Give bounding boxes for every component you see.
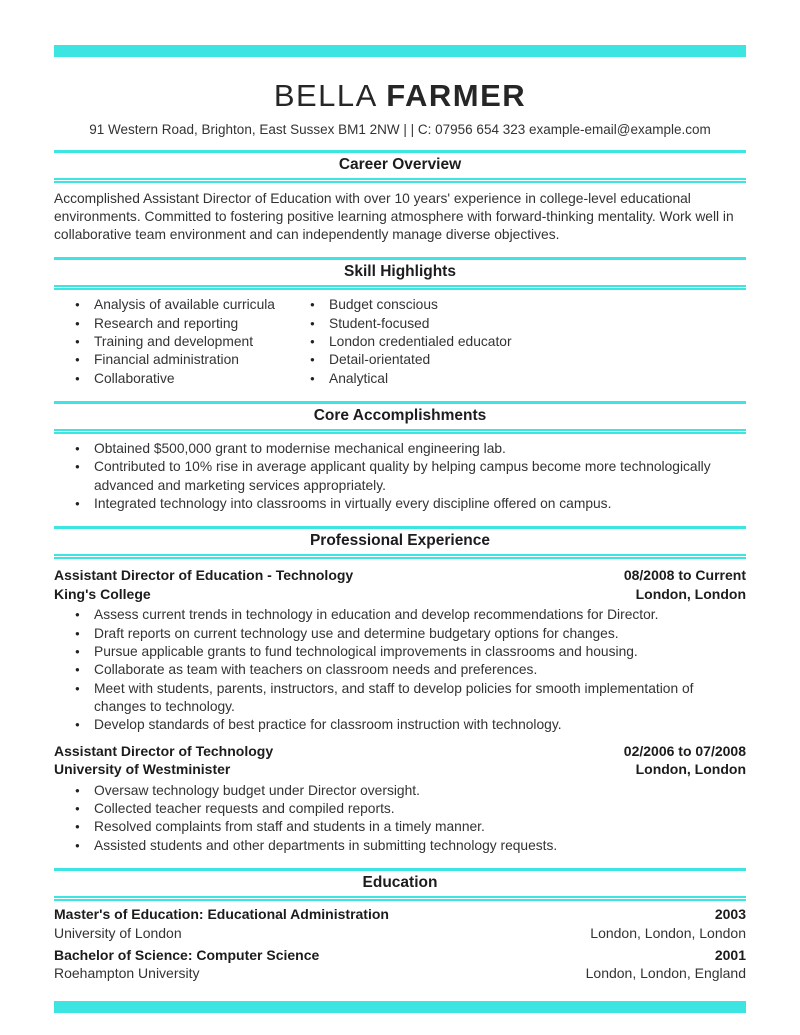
job-location: London, London: [635, 761, 746, 778]
top-accent-bar: [54, 45, 746, 57]
job-title: Assistant Director of Technology: [54, 742, 274, 759]
job-duty: ● Oversaw technology budget under Director oversight.: [54, 782, 746, 800]
job-duty: ● Collected teacher requests and compiled reports.: [54, 800, 746, 818]
skill-item: ● Analysis of available curricula: [54, 296, 289, 314]
job-title-row: [54, 566, 746, 584]
section-core-accomplishments: [54, 401, 746, 513]
job-entry: [54, 566, 746, 734]
heading-rule-bottom: [54, 896, 746, 901]
skill-item: ● Financial administration: [54, 351, 289, 369]
accomplishment-item: ● Integrated technology into classrooms in virtually every discipline offered on campus.: [54, 495, 746, 513]
career-overview-text: Accomplished Assistant Director of Education with over 10 years' experience in college-level educational environments. Committed to fostering positive learning atmosphere with forward-thinking mentality. Work well in collaborative team environment and can independently manage diverse objectives.: [54, 191, 734, 243]
school-row: [54, 964, 746, 982]
job-title-row: [54, 742, 746, 760]
accomplishment-item: ● Obtained $500,000 grant to modernise mechanical engineering lab.: [54, 440, 746, 458]
education-heading: [54, 868, 746, 901]
skill-item: ● Analytical: [289, 370, 746, 388]
professional-experience-heading: [54, 526, 746, 559]
bottom-accent-bar: [54, 1001, 746, 1013]
accomplishment-item: ● Contributed to 10% rise in average applicant quality by helping campus become more technologically advanced and marketing services appropriately.: [54, 458, 746, 495]
career-overview-heading: [54, 150, 746, 183]
heading-rule-bottom: [54, 429, 746, 434]
section-skill-highlights: [54, 257, 746, 388]
job-company: University of Westminister: [54, 761, 231, 778]
graduation-year: 2003: [714, 906, 746, 923]
job-duties-list: [54, 606, 746, 734]
section-professional-experience: [54, 526, 746, 855]
school-name: Roehampton University: [54, 965, 200, 982]
section-title-professional-experience: Professional Experience: [309, 532, 491, 550]
job-duty: ● Resolved complaints from staff and students in a timely manner.: [54, 818, 746, 836]
skill-item: ● Student-focused: [289, 315, 746, 333]
skills-columns: [54, 290, 746, 388]
core-accomplishments-heading: [54, 401, 746, 434]
job-location: London, London: [635, 585, 746, 602]
section-title-core-accomplishments: Core Accomplishments: [313, 407, 487, 424]
job-duty: ● Develop standards of best practice for classroom instruction with technology.: [54, 716, 746, 734]
job-duty: ● Draft reports on current technology use and determine budgetary options for changes.: [54, 625, 746, 643]
degree-title: Bachelor of Science: Computer Science: [54, 946, 320, 963]
skill-item: ● Training and development: [54, 333, 289, 351]
resume-content: [0, 79, 800, 983]
skills-right-column: [289, 296, 746, 388]
job-duty: ● Assisted students and other departments in submitting technology requests.: [54, 837, 746, 855]
skill-item: ● Research and reporting: [54, 315, 289, 333]
school-location: London, London, England: [585, 965, 746, 982]
skill-item: ● Budget conscious: [289, 296, 746, 314]
job-duty: ● Assess current trends in technology in education and develop recommendations for Director.: [54, 606, 746, 624]
candidate-name: [54, 79, 746, 113]
job-entry: [54, 742, 746, 855]
job-duty: ● Pursue applicable grants to fund technological improvements in classrooms and housing.: [54, 643, 746, 661]
school-name: University of London: [54, 924, 182, 941]
education-entry: [54, 905, 746, 942]
skill-item: ● Detail-orientated: [289, 351, 746, 369]
section-title-education: Education: [362, 874, 438, 892]
section-title-career-overview: Career Overview: [338, 156, 462, 174]
skill-item: ● Collaborative: [54, 370, 289, 388]
resume-header: [54, 79, 746, 137]
heading-rule-bottom: [54, 178, 746, 183]
degree-row: [54, 946, 746, 964]
graduation-year: 2001: [714, 946, 746, 963]
degree-title: Master's of Education: Educational Administration: [54, 906, 389, 923]
contact-line: 91 Western Road, Brighton, East Sussex BM1 2NW | | C: 07956 654 323 example-email@example.com: [89, 122, 711, 138]
first-name: BELLA: [273, 78, 377, 113]
skill-highlights-heading: [54, 257, 746, 290]
section-title-skill-highlights: Skill Highlights: [344, 263, 456, 281]
job-dates: 08/2008 to Current: [623, 567, 746, 584]
school-location: London, London, London: [590, 924, 746, 941]
section-education: [54, 868, 746, 983]
job-duties-list: [54, 782, 746, 855]
last-name: FARMER: [386, 78, 527, 113]
job-duty: ● Meet with students, parents, instructors, and staff to develop policies for smooth implementation of changes to technology.: [54, 680, 746, 717]
skills-left-column: [54, 296, 289, 388]
section-career-overview: [54, 150, 746, 244]
school-row: [54, 924, 746, 942]
heading-rule-bottom: [54, 554, 746, 559]
education-entry: [54, 946, 746, 983]
core-accomplishments-list: [54, 440, 746, 513]
job-duty: ● Collaborate as team with teachers on classroom needs and preferences.: [54, 661, 746, 679]
job-company-row: [54, 585, 746, 603]
job-company-row: [54, 760, 746, 778]
degree-row: [54, 905, 746, 923]
job-company: King's College: [54, 585, 151, 602]
job-dates: 02/2006 to 07/2008: [623, 742, 746, 759]
skill-item: ● London credentialed educator: [289, 333, 746, 351]
job-title: Assistant Director of Education - Technology: [54, 567, 354, 584]
